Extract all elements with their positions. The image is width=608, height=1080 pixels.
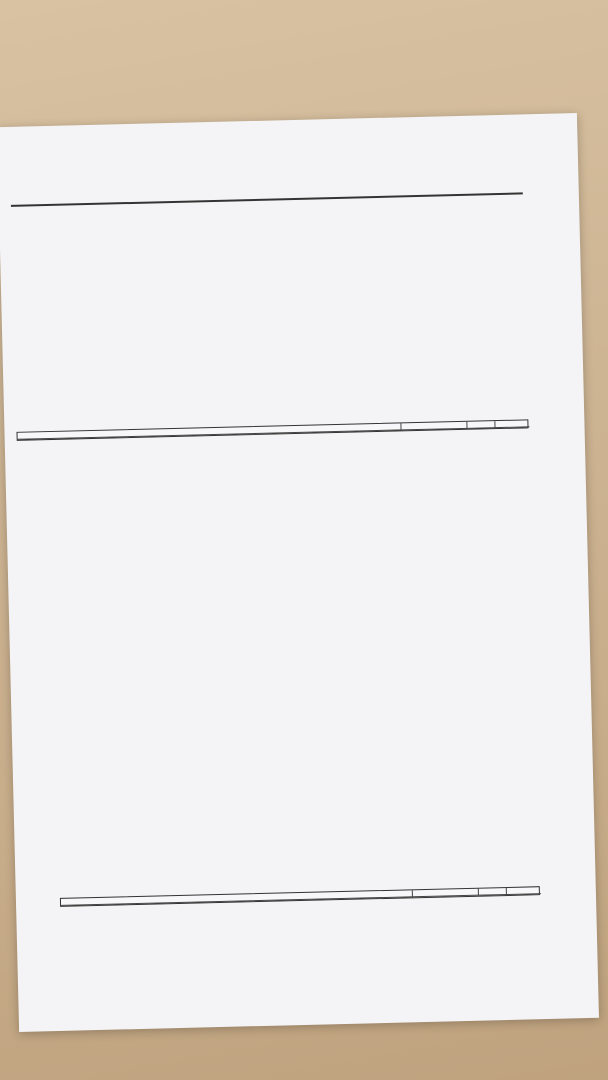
tires-table [60, 886, 540, 907]
section-roof [11, 192, 523, 207]
section-underbody [16, 419, 528, 441]
roof-table [11, 192, 523, 207]
checklist-page [0, 113, 599, 1032]
section-title [18, 423, 402, 439]
section-tires [60, 886, 540, 907]
section-title [61, 890, 413, 906]
underbody-table [16, 419, 528, 441]
